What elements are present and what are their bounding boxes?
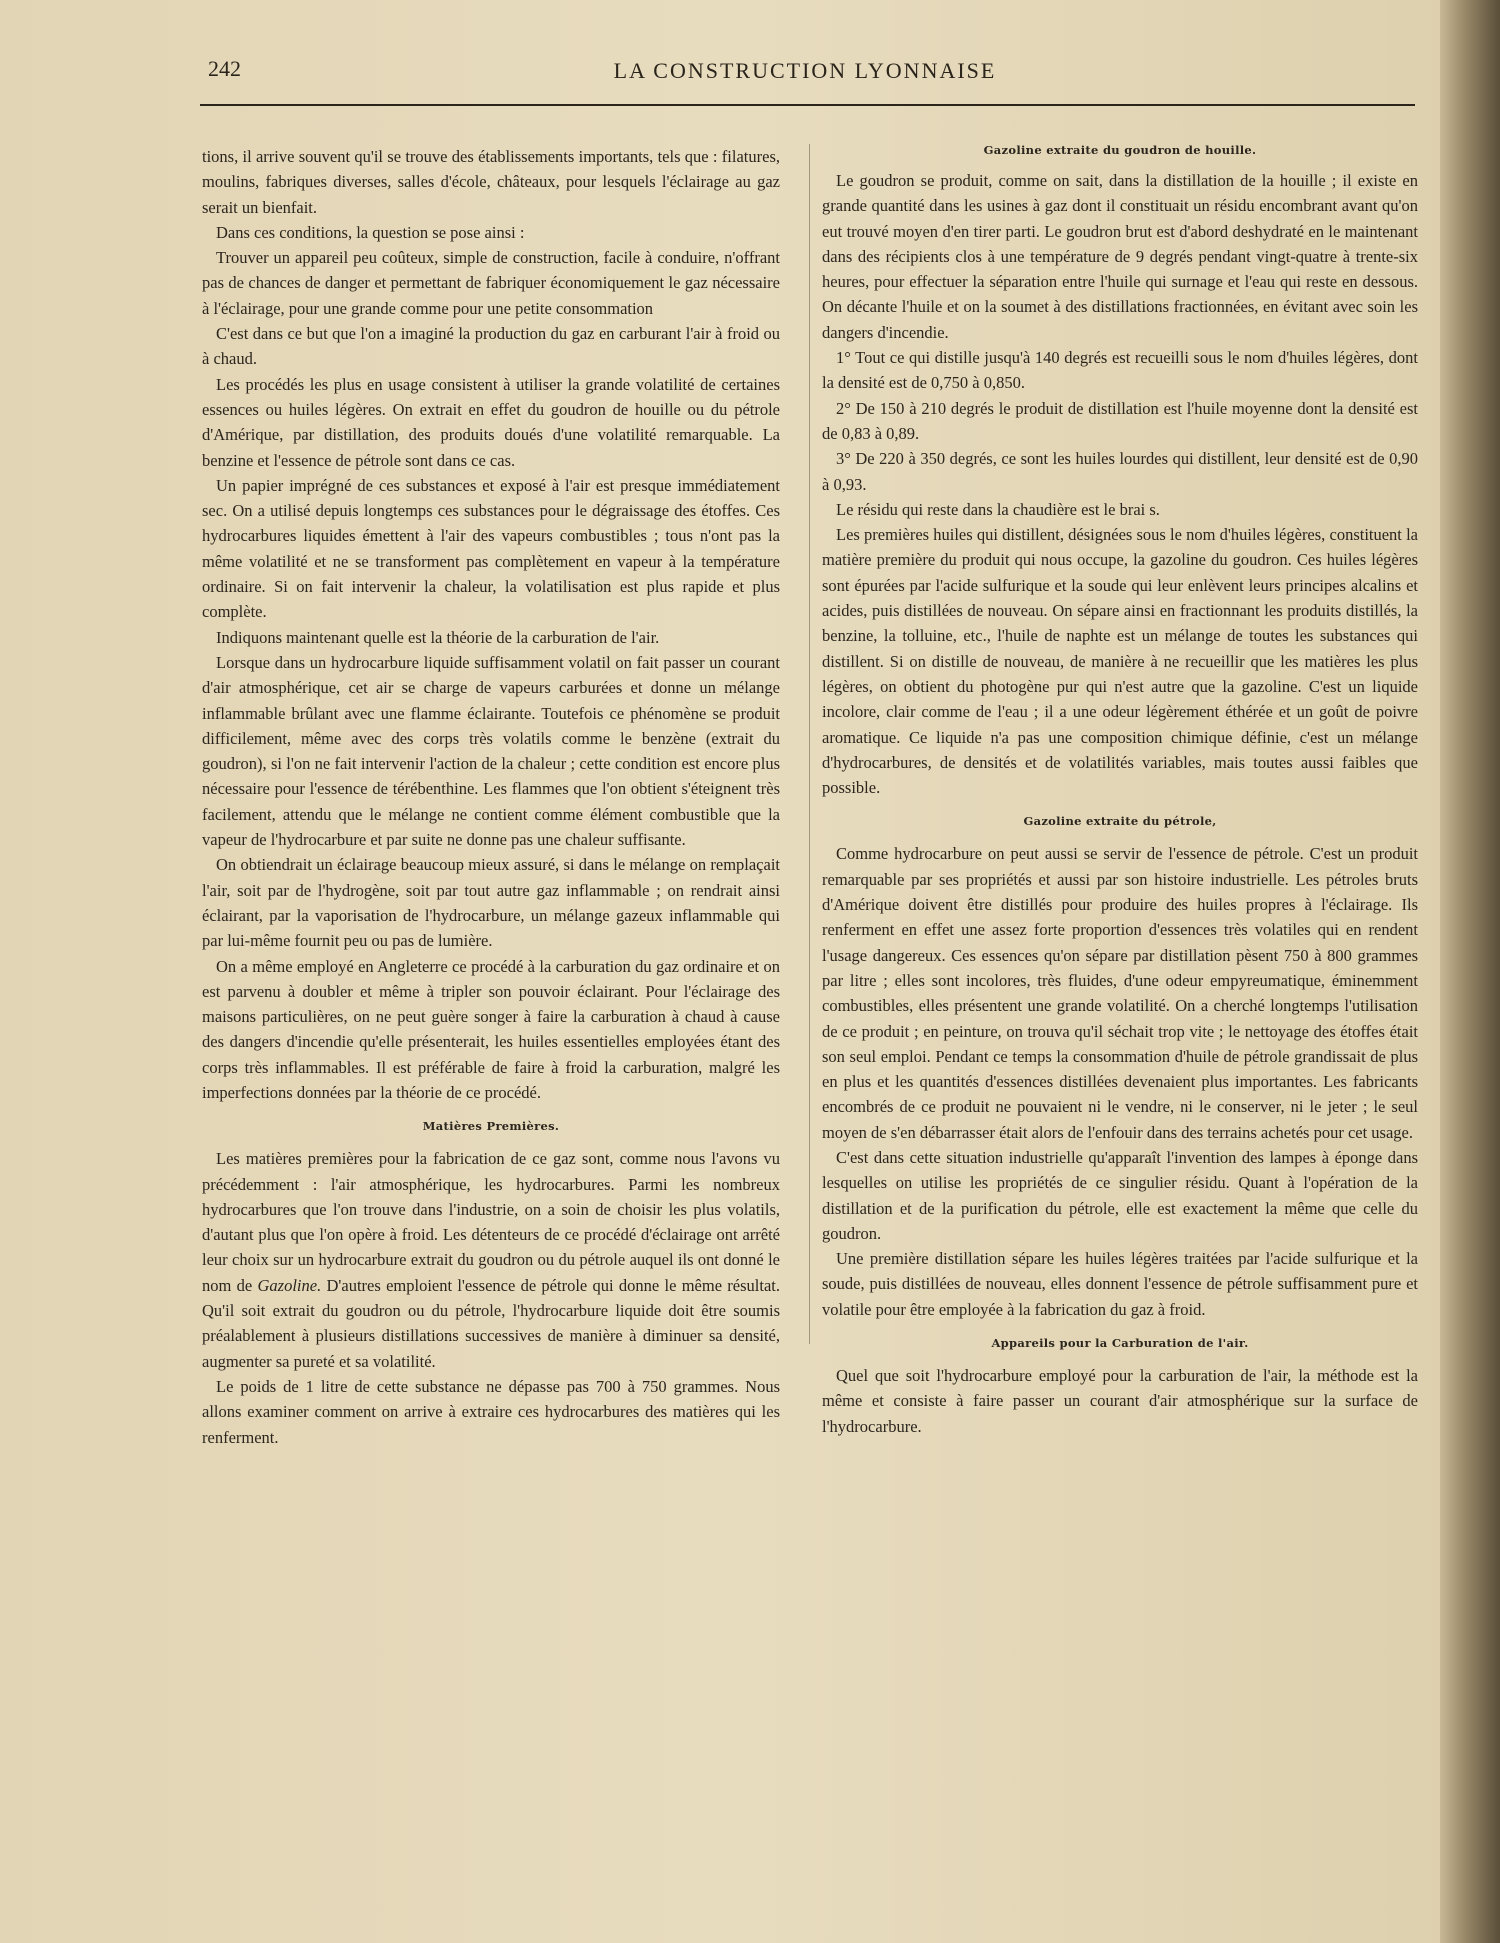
paragraph: Les premières huiles qui distillent, désignées sous le nom d'huiles légères, constituent la matière première du produit qui nous occupe, la gazoline du goudron. Ces huiles légères sont épurées par l'acide sulfurique et la soude qui leur enlèvent leurs principes alcalins et acides, puis distillées de nouveau. On sépare ainsi en fractionnant les produits distillés, la benzine, la tolluine, etc., l'huile de naphte est un mélange de toutes les substances qui distillent. Si on distille de nouveau, de manière à ne recueillir que les matières les plus légères, on obtient du photogène pur qui n'est autre que la gazoline. C'est un liquide incolore, clair comme de l'eau ; il a une odeur légèrement éthérée et un goût de poivre aromatique. Ce liquide n'a pas une composition chimique définie, c'est un mélange d'hydrocarbures, de densités et de volatilités variables, mais toutes aussi faibles que possible. [822, 525, 1418, 798]
paragraph: 1° Tout ce qui distille jusqu'à 140 degrés est recueilli sous le nom d'huiles légères, dont la densité est de 0,750 à 0,850. [822, 348, 1418, 393]
section-heading-goudron: Gazoline extraite du goudron de houille. [983, 143, 1257, 157]
paragraph: Un papier imprégné de ces substances et exposé à l'air est presque immédiatement sec. On a utilisé depuis longtemps ces substances pour le dégraissage des étoffes. Ces hydrocarbures liquides émettent à l'air des vapeurs combustibles ; tous n'ont pas la même volatilité et ne se transforment pas complètement en vapeur à la température ordinaire. Si on fait intervenir la chaleur, la volatilisation est plus rapide et plus complète. [202, 475, 780, 622]
paragraph: Dans ces conditions, la question se pose ainsi : [216, 222, 525, 242]
paragraph: tions, il arrive souvent qu'il se trouve des établissements importants, tels que : filatures, moulins, fabriques diverses, salles d'école, châteaux, pour lesquels l'éclairage au gaz serait un bienfait. [202, 147, 780, 217]
gazoline-term: Gazoline. [257, 1275, 322, 1295]
paragraph: On a même employé en Angleterre ce procédé à la carburation du gaz ordinaire et on est parvenu à doubler et même à tripler son pouvoir éclairant. Pour l'éclairage des maisons particulières, on ne peut guère songer à faire la carburation à chaud à cause des dangers d'incendie qu'elle présenterait, les huiles essentielles employées étant des corps très inflammables. Il est préférable de faire à froid la carburation, malgré les imperfections données par la théorie de ce procédé. [202, 956, 780, 1102]
paragraph: Les procédés les plus en usage consistent à utiliser la grande volatilité de certaines essences ou huiles légères. On extrait en effet du goudron de houille ou du pétrole d'Amérique, par distillation, des produits doués d'une volatilité remarquable. La benzine et l'essence de pétrole sont dans ce cas. [202, 374, 780, 470]
paragraph: Trouver un appareil peu coûteux, simple de construction, facile à conduire, n'offrant pas de chances de danger et permettant de fabriquer économiquement le gaz nécessaire à l'éclairage, pour une grande comme pour une petite consommation [202, 248, 780, 318]
right-column [822, 142, 1418, 1439]
page-edge-shadow [1440, 0, 1500, 1943]
paragraph-text-end: D'autres emploient l'essence de pétrole qui donne le même résultat. Qu'il soit extrait du goudron ou du pétrole, l'hydrocarbure liquide doit être soumis préalablement à plusieurs distillations successives de manière à diminuer sa densité, augmenter sa pureté et sa volatilité. [202, 1275, 781, 1371]
paragraph: Le poids de 1 litre de cette substance ne dépasse pas 700 à 750 grammes. Nous allons examiner comment on arrive à extraire ces hydrocarbures des matières qui les renferment. [202, 1376, 780, 1447]
paragraph: Quel que soit l'hydrocarbure employé pour la carburation de l'air, la méthode est la même et consiste à faire passer un courant d'air atmosphérique sur la surface de l'hydrocarbure. [822, 1366, 1418, 1436]
left-column [202, 144, 780, 1450]
page-number: 242 [208, 56, 241, 81]
paragraph: Indiquons maintenant quelle est la théorie de la carburation de l'air. [216, 627, 660, 647]
paragraph: Lorsque dans un hydrocarbure liquide suffisamment volatil on fait passer un courant d'air atmosphérique, cet air se charge de vapeurs carburées et donne un mélange inflammable brûlant avec une flamme éclairante. Toutefois ce phénomène se produit difficilement, même avec des corps très volatils comme le benzène (extrait du goudron), si l'on ne fait intervenir l'action de la chaleur ; cette condition est encore plus nécessaire pour l'essence de térébenthine. Les flammes que l'on obtient s'éteignent très facilement, attendu que le mélange ne contient comme élément combustible que la vapeur de l'hydrocarbure et par suite ne donne pas une chaleur suffisante. [202, 652, 780, 850]
paragraph: Le résidu qui reste dans la chaudière est le brai s. [836, 499, 1160, 519]
paragraph: Comme hydrocarbure on peut aussi se servir de l'essence de pétrole. C'est un produit remarquable par ses propriétés et aussi par son histoire industrielle. Les pétroles bruts d'Amérique doivent être distillés pour produire des huiles propres à l'éclairage. Ils renferment en effet une assez forte proportion d'essences très volatiles qui en rendent l'usage dangereux. Ces essences qu'on sépare par distillation pèsent 750 à 800 grammes par litre ; elles sont incolores, très fluides, d'une odeur empyreumatique, éminemment combustibles, elles présentent une grande volatilité. On a cherché longtemps l'utilisation de ce produit ; en peinture, on trouva qu'il séchait trop vite ; le nettoyage des étoffes était son seul emploi. Pendant ce temps la consommation d'huile de pétrole grandissait de plus en plus et les quantités d'essences distillées devenaient plus importantes. Les fabricants encombrés de ce produit ne pouvaient ni le vendre, ni le conserver, ni le jeter ; le seul moyen de s'en débarrasser était alors de l'enfouir dans des terrains achetés pour cet usage. [822, 844, 1418, 1142]
paragraph: On obtiendrait un éclairage beaucoup mieux assuré, si dans le mélange on remplaçait l'air, soit par de l'hydrogène, soit par tout autre gaz inflammable ; on rendrait ainsi éclairant, par la vaporisation de l'hydrocarbure, un mélange gazeux inflammable qui par lui-même fournit peu ou pas de lumière. [202, 855, 780, 951]
paragraph [202, 1146, 780, 1374]
column-divider [809, 144, 810, 1344]
section-heading-petrole: Gazoline extraite du pétrole, [1023, 814, 1217, 829]
paragraph: Une première distillation sépare les huiles légères traitées par l'acide sulfurique et la soude, puis distillées de nouveau, elles donnent l'essence de pétrole suffisamment pure et volatile pour être employée à la fabrication du gaz à froid. [822, 1249, 1418, 1319]
section-heading-matieres: Matières Premières. [422, 1119, 560, 1134]
section-heading-appareils: Appareils pour la Carburation de l'air. [991, 1336, 1249, 1351]
journal-title: LA CONSTRUCTION LYONNAISE [613, 58, 997, 83]
paragraph-text: Les matières premières pour la fabrication de ce gaz sont, comme nous l'avons vu précédemment : l'air atmosphérique, les hydrocarbures. Parmi les nombreux hydrocarbures que l'on trouve dans l'industrie, on a soin de choisir les plus volatils, d'autant plus que l'on opère à froid. Les détenteurs de ce procédé d'éclairage ont arrêté leur choix sur un hydrocarbure extrait du goudron ou du pétrole auquel ils ont donné le nom de [202, 1149, 780, 1295]
running-header [200, 56, 1410, 96]
paragraph: 2° De 150 à 210 degrés le produit de distillation est l'huile moyenne dont la densité est de 0,83 à 0,89. [822, 398, 1418, 443]
paragraph: 3° De 220 à 350 degrés, ce sont les huiles lourdes qui distillent, leur densité est de 0,90 à 0,93. [822, 449, 1418, 494]
paragraph: Le goudron se produit, comme on sait, dans la distillation de la houille ; il existe en grande quantité dans les usines à gaz dont il constituait un résidu encombrant avant qu'on eut trouvé moyen d'en tirer parti. Le goudron brut est d'abord deshydraté en le maintenant dans des récipients clos à une température de 9 degrés pendant vingt-quatre à trente-six heures, pour effectuer la séparation entre l'huile qui surnage et l'eau qui reste en dessous. On décante l'huile et on la soumet à des distillations fractionnées, en évitant avec soin les dangers d'incendie. [822, 171, 1418, 342]
header-rule [200, 104, 1415, 106]
paragraph: C'est dans cette situation industrielle qu'apparaît l'invention des lampes à éponge dans lesquelles on utilise les propriétés de ce singulier résidu. Quant à l'opération de la distillation et de la purification du pétrole, elle est exactement la même que celle du goudron. [822, 1147, 1418, 1243]
paragraph: C'est dans ce but que l'on a imaginé la production du gaz en carburant l'air à froid ou à chaud. [202, 324, 780, 369]
